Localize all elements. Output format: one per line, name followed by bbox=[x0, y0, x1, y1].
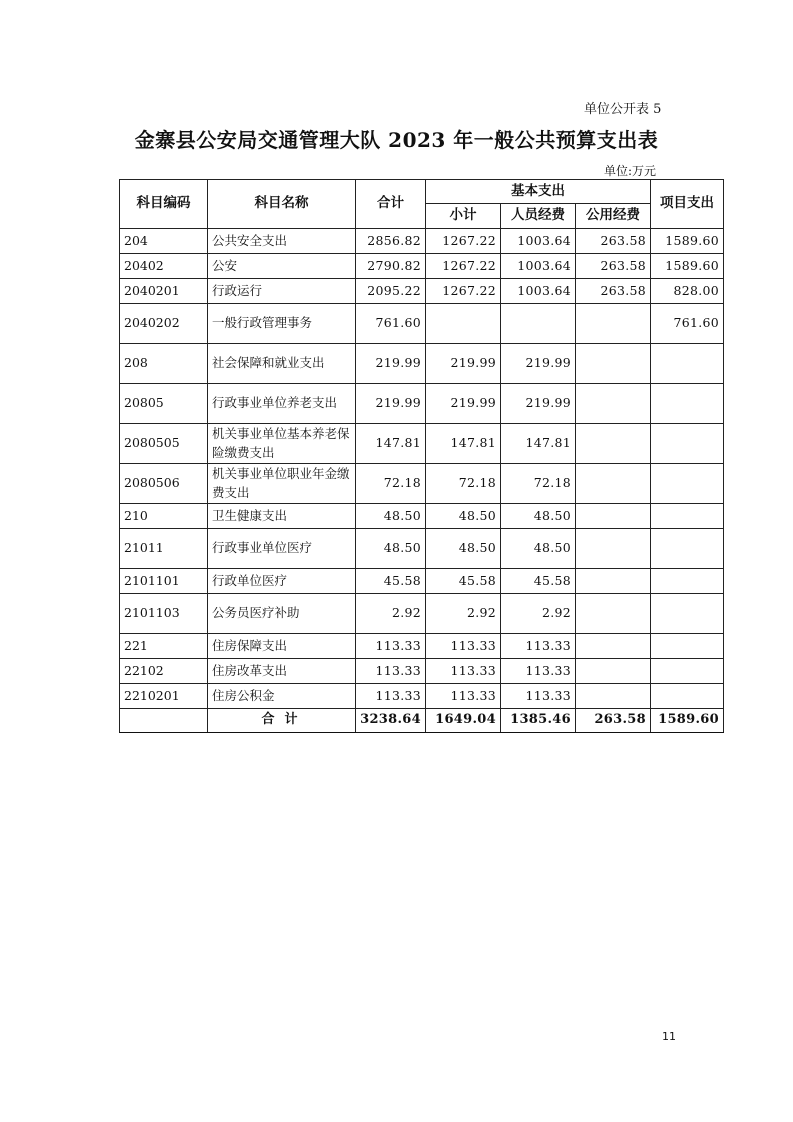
cell-personnel: 72.18 bbox=[501, 464, 576, 504]
cell-subtotal: 113.33 bbox=[426, 684, 501, 709]
cell-subtotal: 219.99 bbox=[426, 344, 501, 384]
table-row bbox=[120, 424, 724, 464]
cell-name: 行政事业单位养老支出 bbox=[208, 384, 356, 424]
table-row bbox=[120, 279, 724, 304]
table-row bbox=[120, 569, 724, 594]
header-personnel: 人员经费 bbox=[501, 204, 576, 229]
cell-code: 210 bbox=[120, 504, 208, 529]
cell-subtotal: 113.33 bbox=[426, 659, 501, 684]
cell-code: 221 bbox=[120, 634, 208, 659]
cell-project: 1589.60 bbox=[651, 229, 724, 254]
cell-name: 行政单位医疗 bbox=[208, 569, 356, 594]
cell-personnel: 219.99 bbox=[501, 344, 576, 384]
cell-subtotal: 48.50 bbox=[426, 504, 501, 529]
cell-project bbox=[651, 684, 724, 709]
table-row bbox=[120, 229, 724, 254]
cell-total: 2.92 bbox=[356, 594, 426, 634]
cell-personnel: 1003.64 bbox=[501, 229, 576, 254]
cell-public bbox=[576, 384, 651, 424]
cell-total: 761.60 bbox=[356, 304, 426, 344]
cell-subtotal bbox=[426, 304, 501, 344]
cell-public: 263.58 bbox=[576, 229, 651, 254]
cell-project: 1589.60 bbox=[651, 254, 724, 279]
cell-project bbox=[651, 634, 724, 659]
cell-total: 113.33 bbox=[356, 659, 426, 684]
cell-subtotal: 1267.22 bbox=[426, 279, 501, 304]
total-total: 3238.64 bbox=[356, 709, 426, 733]
total-row bbox=[120, 709, 724, 733]
cell-name: 住房公积金 bbox=[208, 684, 356, 709]
document-tag: 单位公开表 5 bbox=[584, 102, 662, 117]
cell-name: 行政事业单位医疗 bbox=[208, 529, 356, 569]
cell-project bbox=[651, 659, 724, 684]
cell-public bbox=[576, 304, 651, 344]
cell-project bbox=[651, 529, 724, 569]
budget-table bbox=[119, 179, 724, 733]
cell-personnel: 45.58 bbox=[501, 569, 576, 594]
cell-public bbox=[576, 344, 651, 384]
cell-code: 2040201 bbox=[120, 279, 208, 304]
page-title: 金寨县公安局交通管理大队 2023 年一般公共预算支出表 bbox=[134, 128, 659, 152]
cell-code: 20402 bbox=[120, 254, 208, 279]
cell-total: 2790.82 bbox=[356, 254, 426, 279]
cell-project bbox=[651, 384, 724, 424]
cell-personnel: 113.33 bbox=[501, 659, 576, 684]
total-personnel: 1385.46 bbox=[501, 709, 576, 733]
cell-public bbox=[576, 529, 651, 569]
header-subtotal: 小计 bbox=[426, 204, 501, 229]
total-project: 1589.60 bbox=[651, 709, 724, 733]
header-basic: 基本支出 bbox=[426, 180, 651, 204]
cell-code: 20805 bbox=[120, 384, 208, 424]
cell-public bbox=[576, 424, 651, 464]
cell-code: 2101103 bbox=[120, 594, 208, 634]
cell-public bbox=[576, 569, 651, 594]
cell-project: 828.00 bbox=[651, 279, 724, 304]
cell-project bbox=[651, 344, 724, 384]
header-project: 项目支出 bbox=[651, 180, 724, 229]
cell-name: 住房改革支出 bbox=[208, 659, 356, 684]
cell-code: 2080506 bbox=[120, 464, 208, 504]
header-name: 科目名称 bbox=[208, 180, 356, 229]
cell-personnel: 113.33 bbox=[501, 634, 576, 659]
cell-public bbox=[576, 659, 651, 684]
cell-subtotal: 147.81 bbox=[426, 424, 501, 464]
cell-project: 761.60 bbox=[651, 304, 724, 344]
cell-name: 机关事业单位职业年金缴费支出 bbox=[208, 464, 356, 504]
table-header-row bbox=[120, 180, 724, 204]
cell-name: 卫生健康支出 bbox=[208, 504, 356, 529]
cell-personnel bbox=[501, 304, 576, 344]
cell-code: 22102 bbox=[120, 659, 208, 684]
cell-public bbox=[576, 464, 651, 504]
cell-code: 21011 bbox=[120, 529, 208, 569]
cell-subtotal: 2.92 bbox=[426, 594, 501, 634]
cell-personnel: 1003.64 bbox=[501, 254, 576, 279]
table-row bbox=[120, 464, 724, 504]
cell-project bbox=[651, 594, 724, 634]
table-row bbox=[120, 684, 724, 709]
cell-total: 219.99 bbox=[356, 384, 426, 424]
table-row bbox=[120, 254, 724, 279]
cell-subtotal: 219.99 bbox=[426, 384, 501, 424]
cell-total: 48.50 bbox=[356, 504, 426, 529]
total-code-cell bbox=[120, 709, 208, 733]
cell-name: 公务员医疗补助 bbox=[208, 594, 356, 634]
table-row bbox=[120, 344, 724, 384]
cell-public bbox=[576, 504, 651, 529]
cell-code: 2040202 bbox=[120, 304, 208, 344]
cell-name: 一般行政管理事务 bbox=[208, 304, 356, 344]
cell-subtotal: 48.50 bbox=[426, 529, 501, 569]
cell-personnel: 2.92 bbox=[501, 594, 576, 634]
cell-total: 45.58 bbox=[356, 569, 426, 594]
header-public: 公用经费 bbox=[576, 204, 651, 229]
total-label: 合计 bbox=[208, 709, 356, 733]
cell-public bbox=[576, 684, 651, 709]
cell-public: 263.58 bbox=[576, 254, 651, 279]
cell-personnel: 1003.64 bbox=[501, 279, 576, 304]
cell-subtotal: 113.33 bbox=[426, 634, 501, 659]
cell-total: 72.18 bbox=[356, 464, 426, 504]
cell-project bbox=[651, 504, 724, 529]
cell-public bbox=[576, 594, 651, 634]
cell-code: 2210201 bbox=[120, 684, 208, 709]
cell-personnel: 48.50 bbox=[501, 529, 576, 569]
cell-project bbox=[651, 424, 724, 464]
cell-code: 204 bbox=[120, 229, 208, 254]
cell-personnel: 147.81 bbox=[501, 424, 576, 464]
cell-code: 2101101 bbox=[120, 569, 208, 594]
table-row bbox=[120, 594, 724, 634]
cell-subtotal: 45.58 bbox=[426, 569, 501, 594]
total-subtotal: 1649.04 bbox=[426, 709, 501, 733]
cell-total: 2095.22 bbox=[356, 279, 426, 304]
cell-total: 2856.82 bbox=[356, 229, 426, 254]
cell-code: 208 bbox=[120, 344, 208, 384]
cell-personnel: 219.99 bbox=[501, 384, 576, 424]
cell-name: 公安 bbox=[208, 254, 356, 279]
table-body bbox=[120, 229, 724, 709]
cell-project bbox=[651, 569, 724, 594]
table-row bbox=[120, 529, 724, 569]
table-row bbox=[120, 304, 724, 344]
cell-subtotal: 1267.22 bbox=[426, 254, 501, 279]
cell-total: 113.33 bbox=[356, 634, 426, 659]
cell-public: 263.58 bbox=[576, 279, 651, 304]
unit-label: 单位:万元 bbox=[604, 164, 657, 178]
cell-name: 公共安全支出 bbox=[208, 229, 356, 254]
cell-total: 113.33 bbox=[356, 684, 426, 709]
header-code: 科目编码 bbox=[120, 180, 208, 229]
cell-total: 48.50 bbox=[356, 529, 426, 569]
cell-subtotal: 1267.22 bbox=[426, 229, 501, 254]
cell-name: 机关事业单位基本养老保险缴费支出 bbox=[208, 424, 356, 464]
table-row bbox=[120, 634, 724, 659]
table-row bbox=[120, 659, 724, 684]
page-number: 11 bbox=[662, 1030, 676, 1043]
total-public: 263.58 bbox=[576, 709, 651, 733]
cell-total: 219.99 bbox=[356, 344, 426, 384]
cell-name: 行政运行 bbox=[208, 279, 356, 304]
cell-personnel: 113.33 bbox=[501, 684, 576, 709]
cell-total: 147.81 bbox=[356, 424, 426, 464]
cell-public bbox=[576, 634, 651, 659]
cell-name: 社会保障和就业支出 bbox=[208, 344, 356, 384]
cell-project bbox=[651, 464, 724, 504]
table-row bbox=[120, 384, 724, 424]
cell-personnel: 48.50 bbox=[501, 504, 576, 529]
header-total: 合计 bbox=[356, 180, 426, 229]
cell-code: 2080505 bbox=[120, 424, 208, 464]
cell-name: 住房保障支出 bbox=[208, 634, 356, 659]
cell-subtotal: 72.18 bbox=[426, 464, 501, 504]
table-row bbox=[120, 504, 724, 529]
